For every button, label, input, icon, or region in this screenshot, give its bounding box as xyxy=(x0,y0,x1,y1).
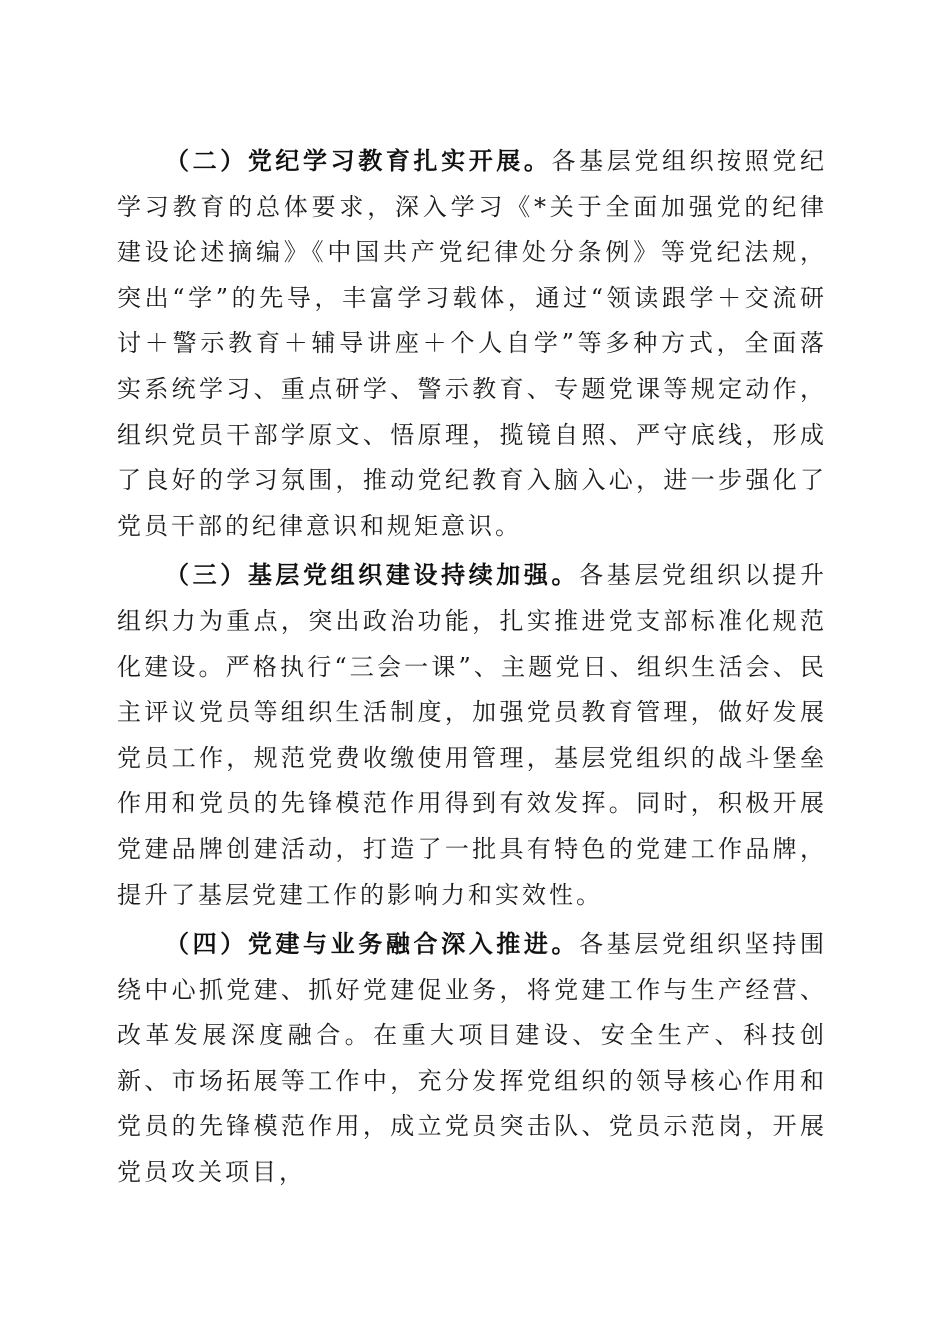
section-heading-3: （三）基层党组织建设持续加强。 xyxy=(165,561,580,590)
section-body-4: 各基层党组织坚持围绕中心抓党建、抓好党建促业务，将党建工作与生产经营、改革发展深度融合。在重大项目建设、安全生产、科技创新、市场拓展等工作中，充分发挥党组织的领导核心作用和党员的先锋模范作用，成立党员突击队、党员示范岗，开展党员攻关项目， xyxy=(117,930,828,1187)
section-heading-4: （四）党建与业务融合深入推进。 xyxy=(165,930,580,959)
section-paragraph-3 xyxy=(117,553,827,918)
document-body xyxy=(117,139,827,1200)
section-body-3: 各基层党组织以提升组织力为重点，突出政治功能，扎实推进党支部标准化规范化建设。严格执行“三会一课”、主题党日、组织生活会、民主评议党员等组织生活制度，加强党员教育管理，做好发展党员工作，规范党费收缴使用管理，基层党组织的战斗堡垒作用和党员的先锋模范作用得到有效发挥。同时，积极开展党建品牌创建活动，打造了一批具有特色的党建工作品牌，提升了基层党建工作的影响力和实效性。 xyxy=(117,561,828,909)
section-body-2: 各基层党组织按照党纪学习教育的总体要求，深入学习《*关于全面加强党的纪律建设论述摘编》《中国共产党纪律处分条例》等党纪法规，突出“学”的先导，丰富学习载体，通过“领读跟学＋交流研讨＋警示教育＋辅导讲座＋个人自学”等多种方式，全面落实系统学习、重点研学、警示教育、专题党课等规定动作，组织党员干部学原文、悟原理，揽镜自照、严守底线，形成了良好的学习氛围，推动党纪教育入脑入心，进一步强化了党员干部的纪律意识和规矩意识。 xyxy=(117,147,828,540)
section-paragraph-4 xyxy=(117,922,827,1196)
section-paragraph-2 xyxy=(117,139,827,549)
section-heading-2: （二）党纪学习教育扎实开展。 xyxy=(165,147,552,175)
